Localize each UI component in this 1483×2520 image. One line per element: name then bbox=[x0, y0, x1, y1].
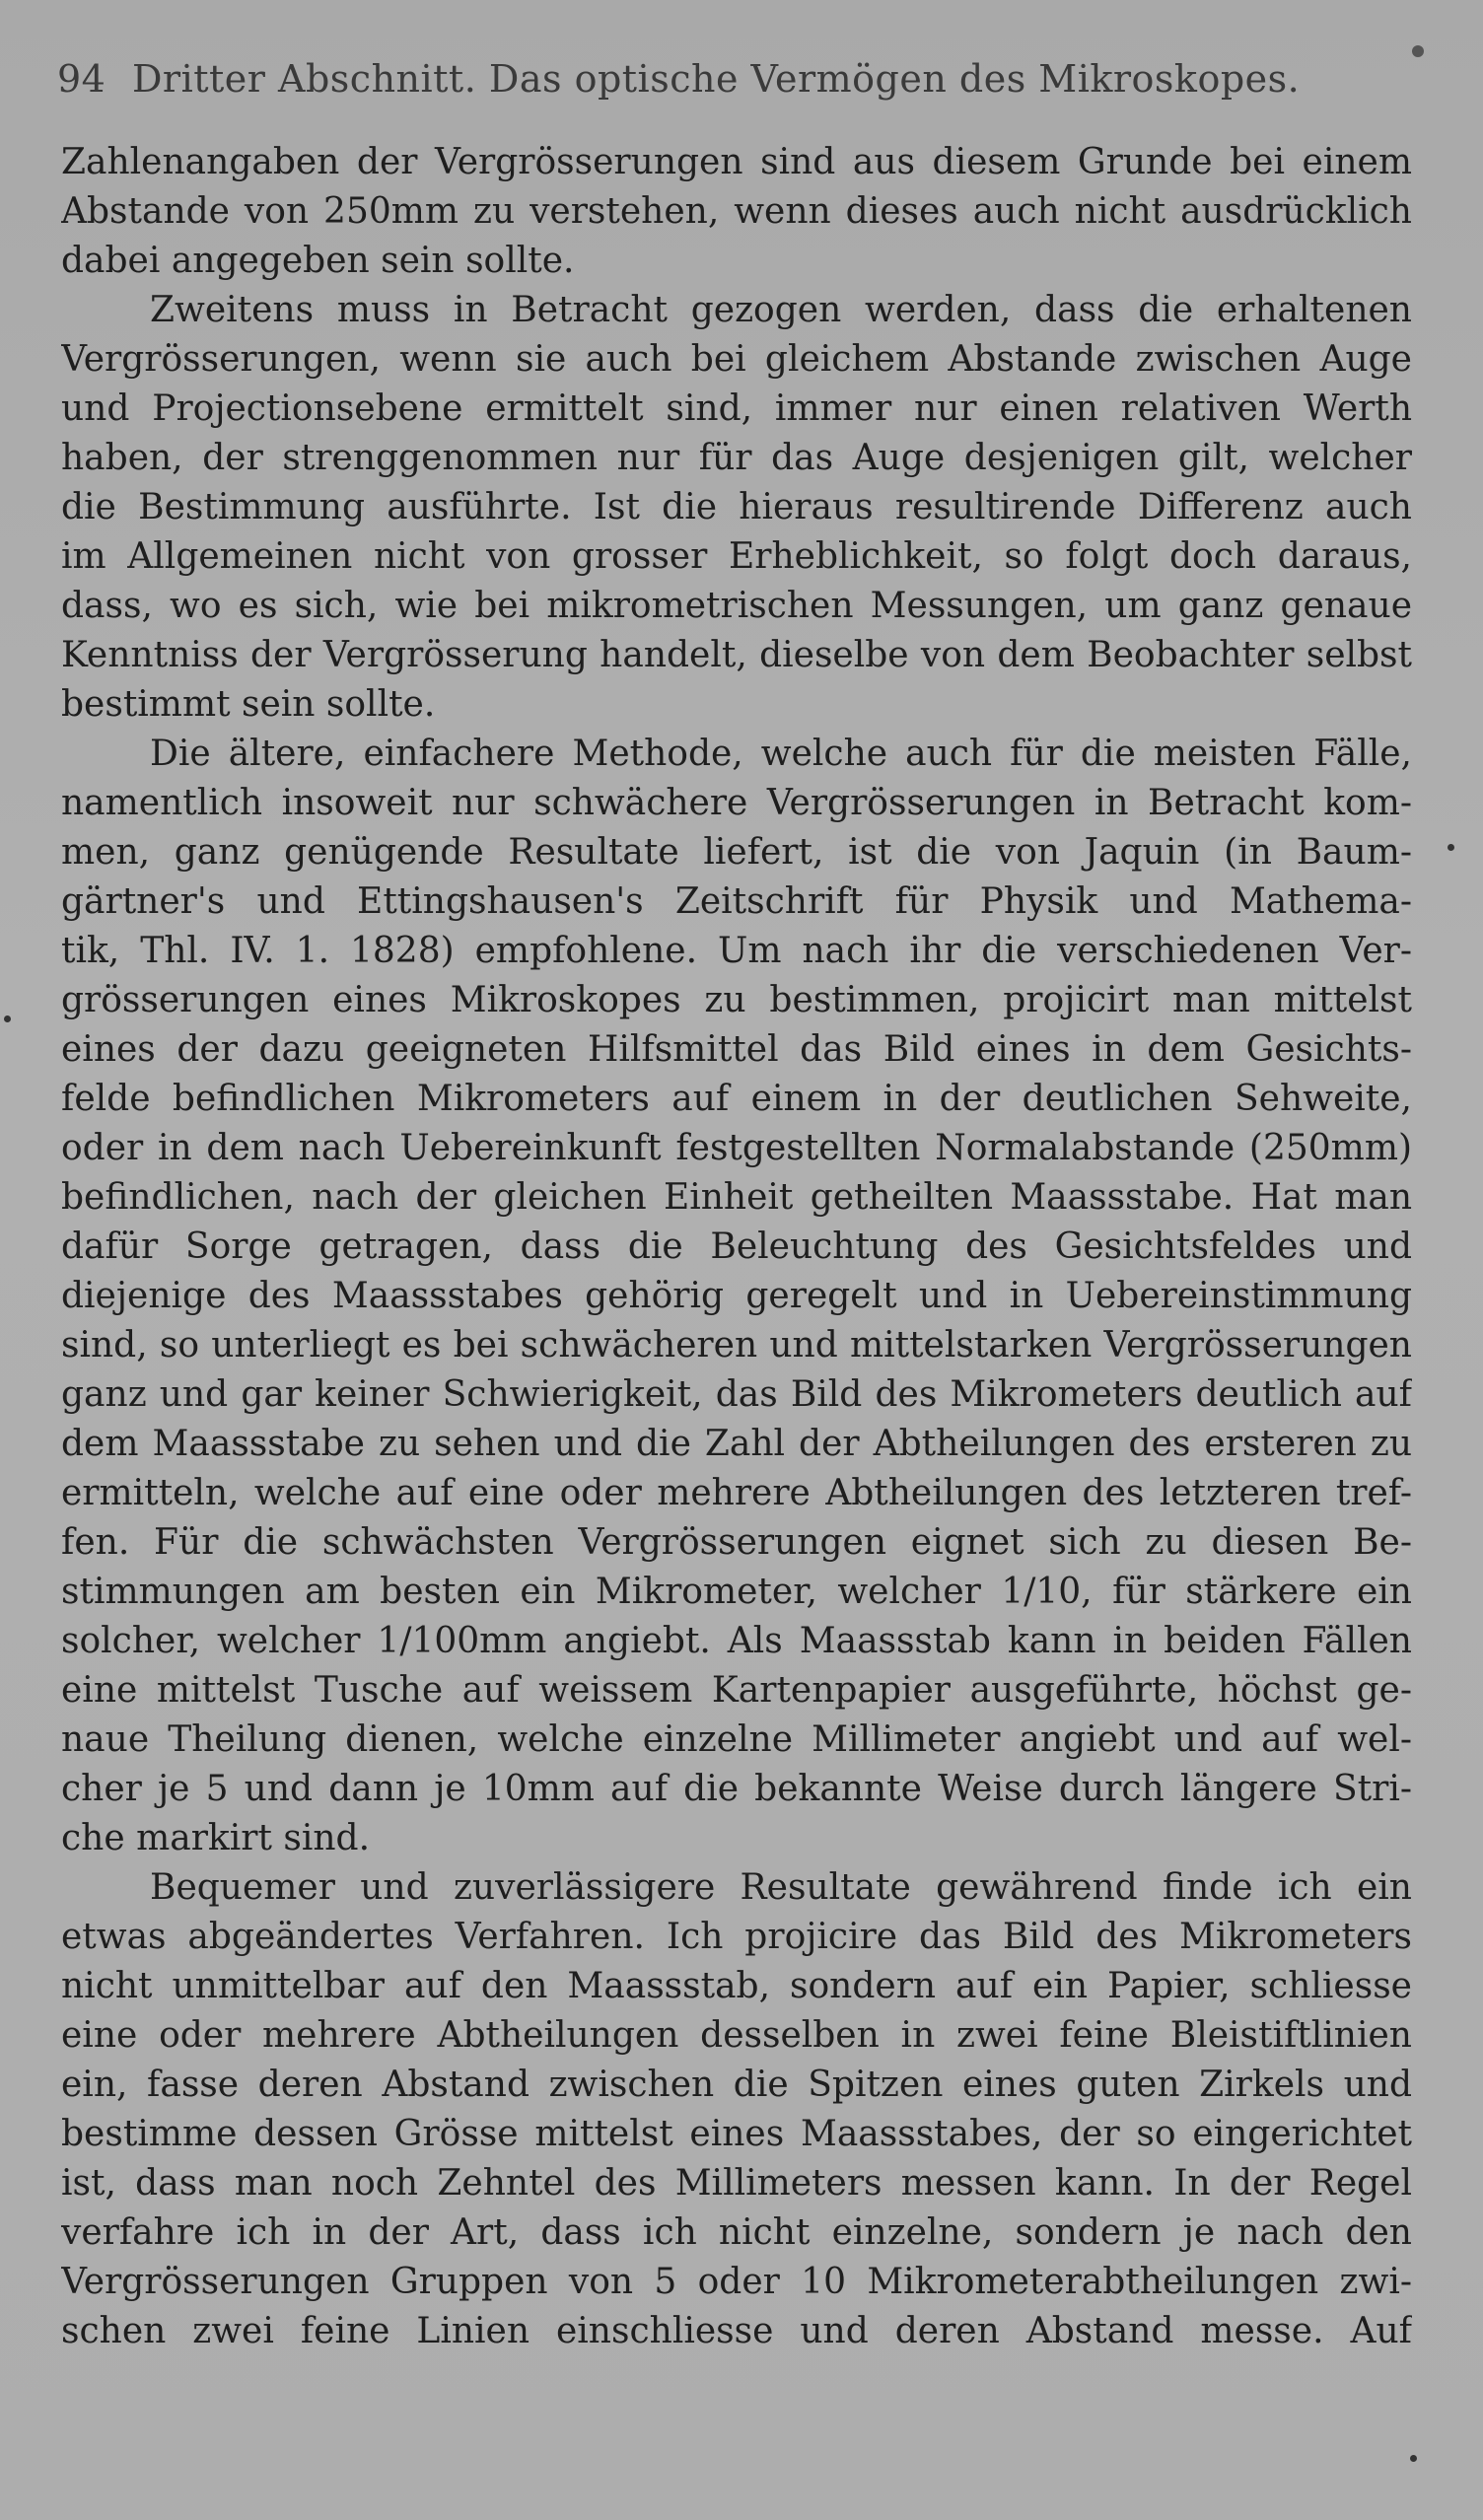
ink-speck bbox=[4, 1015, 11, 1022]
text-line: grösserungen eines Mikroskopes zu bestimmen, projicirt man mittelst bbox=[61, 980, 1412, 1020]
ink-speck bbox=[1410, 2455, 1417, 2462]
ink-speck bbox=[1448, 844, 1454, 851]
text-line: Kenntniss der Vergrösserung handelt, dieselbe von dem Beobachter selbst bbox=[61, 635, 1412, 675]
page-number: 94 bbox=[57, 57, 106, 101]
text-line: naue Theilung dienen, welche einzelne Millimeter angiebt und auf wel- bbox=[61, 1719, 1412, 1760]
text-line: che markirt sind. bbox=[61, 1818, 371, 1858]
text-line: namentlich insoweit nur schwächere Vergrösserungen in Betracht kom- bbox=[61, 783, 1412, 823]
text-line: Vergrösserungen Gruppen von 5 oder 10 Mikrometerabtheilungen zwi- bbox=[61, 2262, 1412, 2302]
text-line: fen. Für die schwächsten Vergrösserungen eignet sich zu diesen Be- bbox=[61, 1522, 1412, 1563]
text-line: die Bestimmung ausführte. Ist die hieraus resultirende Differenz auch bbox=[61, 487, 1412, 527]
text-line: etwas abgeändertes Verfahren. Ich projicire das Bild des Mikrometers bbox=[61, 1917, 1412, 1957]
text-line: oder in dem nach Uebereinkunft festgestellten Normalabstande (250mm) bbox=[61, 1128, 1412, 1168]
text-line: eine mittelst Tusche auf weissem Kartenpapier ausgeführte, höchst ge- bbox=[61, 1670, 1412, 1711]
ink-speck bbox=[1412, 45, 1424, 57]
text-line: tik, Thl. IV. 1. 1828) empfohlene. Um nach ihr die verschiedenen Ver- bbox=[61, 931, 1412, 971]
text-line: befindlichen, nach der gleichen Einheit getheilten Maassstabe. Hat man bbox=[61, 1177, 1412, 1218]
running-header bbox=[57, 57, 1418, 101]
text-line: felde befindlichen Mikrometers auf einem in der deutlichen Sehweite, bbox=[61, 1079, 1412, 1119]
text-line: Bequemer und zuverlässigere Resultate gewährend finde ich ein bbox=[150, 1867, 1412, 1908]
text-line: schen zwei feine Linien einschliesse und deren Abstand messe. Auf bbox=[61, 2311, 1412, 2351]
text-line: dabei angegeben sein sollte. bbox=[61, 241, 575, 281]
text-line: sind, so unterliegt es bei schwächeren und mittelstarken Vergrösserungen bbox=[61, 1325, 1412, 1365]
text-line: eine oder mehrere Abtheilungen desselben in zwei feine Bleistiftlinien bbox=[61, 2015, 1412, 2056]
text-line: ganz und gar keiner Schwierigkeit, das Bild des Mikrometers deutlich auf bbox=[61, 1374, 1412, 1415]
text-line: dem Maassstabe zu sehen und die Zahl der Abtheilungen des ersteren zu bbox=[61, 1424, 1412, 1464]
text-line: gärtner's und Ettingshausen's Zeitschrift für Physik und Mathema- bbox=[61, 881, 1412, 922]
text-line: dafür Sorge getragen, dass die Beleuchtung des Gesichtsfeldes und bbox=[61, 1226, 1412, 1267]
body-text bbox=[61, 138, 1412, 2356]
text-line: dass, wo es sich, wie bei mikrometrischen Messungen, um ganz genaue bbox=[61, 586, 1412, 626]
text-line: Abstande von 250mm zu verstehen, wenn dieses auch nicht ausdrücklich bbox=[61, 191, 1412, 232]
text-line: ermitteln, welche auf eine oder mehrere Abtheilungen des letzteren tref- bbox=[61, 1473, 1412, 1513]
text-line: verfahre ich in der Art, dass ich nicht einzelne, sondern je nach den bbox=[61, 2212, 1412, 2253]
text-line: ist, dass man noch Zehntel des Millimeters messen kann. In der Regel bbox=[61, 2163, 1412, 2204]
text-line: Vergrösserungen, wenn sie auch bei gleichem Abstande zwischen Auge bbox=[61, 339, 1412, 380]
text-line: Zweitens muss in Betracht gezogen werden, dass die erhaltenen bbox=[150, 290, 1412, 330]
text-line: nicht unmittelbar auf den Maassstab, sondern auf ein Papier, schliesse bbox=[61, 1966, 1412, 2006]
text-line: solcher, welcher 1/100mm angiebt. Als Maassstab kann in beiden Fällen bbox=[61, 1621, 1412, 1661]
text-line: bestimmt sein sollte. bbox=[61, 684, 436, 725]
text-line: haben, der strenggenommen nur für das Auge desjenigen gilt, welcher bbox=[61, 438, 1412, 478]
running-title: Dritter Abschnitt. Das optische Vermögen des Mikroskopes. bbox=[131, 57, 1301, 101]
text-line: stimmungen am besten ein Mikrometer, welcher 1/10, für stärkere ein bbox=[61, 1572, 1412, 1612]
text-line: eines der dazu geeigneten Hilfsmittel das Bild eines in dem Gesichts- bbox=[61, 1029, 1412, 1070]
text-line: cher je 5 und dann je 10mm auf die bekannte Weise durch längere Stri- bbox=[61, 1769, 1412, 1809]
text-line: im Allgemeinen nicht von grosser Erheblichkeit, so folgt doch daraus, bbox=[61, 536, 1412, 577]
text-line: men, ganz genügende Resultate liefert, ist die von Jaquin (in Baum- bbox=[61, 832, 1412, 873]
text-line: bestimme dessen Grösse mittelst eines Maassstabes, der so eingerichtet bbox=[61, 2114, 1412, 2154]
text-line: diejenige des Maassstabes gehörig geregelt und in Uebereinstimmung bbox=[61, 1276, 1412, 1316]
text-line: Die ältere, einfachere Methode, welche auch für die meisten Fälle, bbox=[150, 734, 1412, 774]
text-line: Zahlenangaben der Vergrösserungen sind aus diesem Grunde bei einem bbox=[61, 142, 1412, 182]
text-line: ein, fasse deren Abstand zwischen die Spitzen eines guten Zirkels und bbox=[61, 2065, 1412, 2105]
text-line: und Projectionsebene ermittelt sind, immer nur einen relativen Werth bbox=[61, 388, 1412, 429]
